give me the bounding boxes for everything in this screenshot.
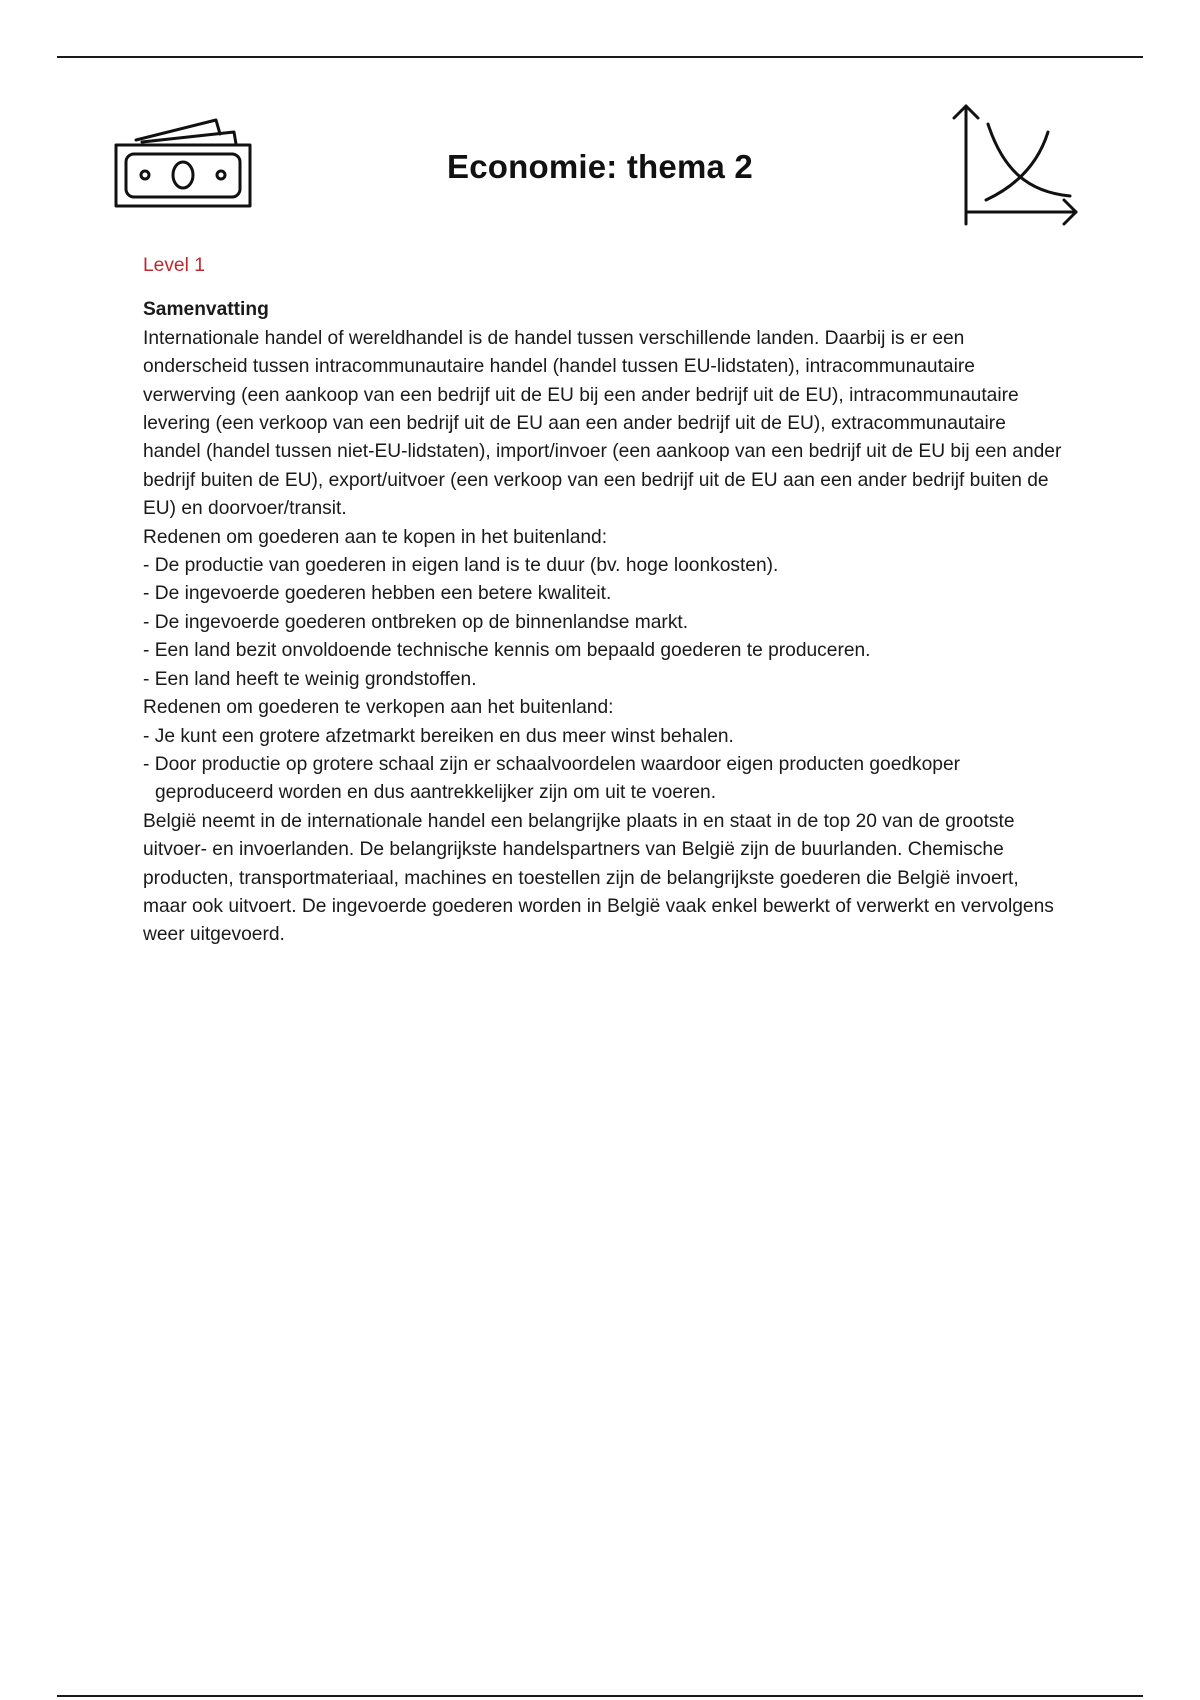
page-title: Economie: thema 2 (447, 148, 753, 185)
list-item: - Je kunt een grotere afzetmarkt bereiken en dus meer winst behalen. (143, 725, 734, 747)
document-body (143, 252, 1063, 950)
list-item: - Een land bezit onvoldoende technische kennis om bepaald goederen te produceren. (143, 640, 871, 662)
list-item: - De productie van goederen in eigen land is te duur (bv. hoge loonkosten). (143, 555, 779, 577)
top-divider (57, 56, 1143, 58)
sell-reasons-heading: Redenen om goederen te verkopen aan het buitenland: (143, 697, 614, 719)
list-item: - De ingevoerde goederen ontbreken op de binnenlandse markt. (143, 611, 689, 633)
list-item: - De ingevoerde goederen hebben een betere kwaliteit. (143, 583, 612, 605)
intro-paragraph: Internationale handel of wereldhandel is de handel tussen verschillende landen. Daarbij is er een onderscheid tussen intracommunautaire handel (handel tussen EU-lidstaten), intracommunautaire verwerving (een aankoop van een bedrijf uit de EU bij een ander bedrijf uit de EU), intracommunautaire levering (een verkoop van een bedrijf uit de EU aan een ander bedrijf uit de EU), extracommunautaire handel (handel tussen niet-EU-lidstaten), import/invoer (een aankoop van een bedrijf uit de EU bij een ander bedrijf buiten de EU), export/uitvoer (een verkoop van een bedrijf uit de EU aan een ander bedrijf buiten de EU) en doorvoer/transit. (143, 327, 1062, 520)
section-heading: Samenvatting (143, 299, 269, 321)
belgium-paragraph: België neemt in de internationale handel een belangrijke plaats in en staat in de top 20 van de grootste uitvoer- en invoerlanden. De belangrijkste handelspartners van België zijn de buurlanden. Chemische producten, transportmateriaal, machines en toestellen zijn de belangrijkste goederen die België invoert, maar ook uitvoert. De ingevoerde goederen worden in België vaak enkel bewerkt of verwerkt en vervolgens weer uitgevoerd. (143, 810, 1054, 946)
list-item: - Door productie op grotere schaal zijn er schaalvoordelen waardoor eigen producten goedkoper geproduceerd worden en dus aantrekkelijker zijn om uit te voeren. (143, 753, 961, 804)
buy-reasons-heading: Redenen om goederen aan te kopen in het buitenland: (143, 526, 608, 548)
supply-demand-graph-icon (948, 100, 1080, 228)
bottom-divider (57, 1695, 1143, 1697)
list-item: - Een land heeft te weinig grondstoffen. (143, 668, 477, 690)
level-label: Level 1 (143, 255, 205, 276)
page-header (0, 100, 1200, 230)
